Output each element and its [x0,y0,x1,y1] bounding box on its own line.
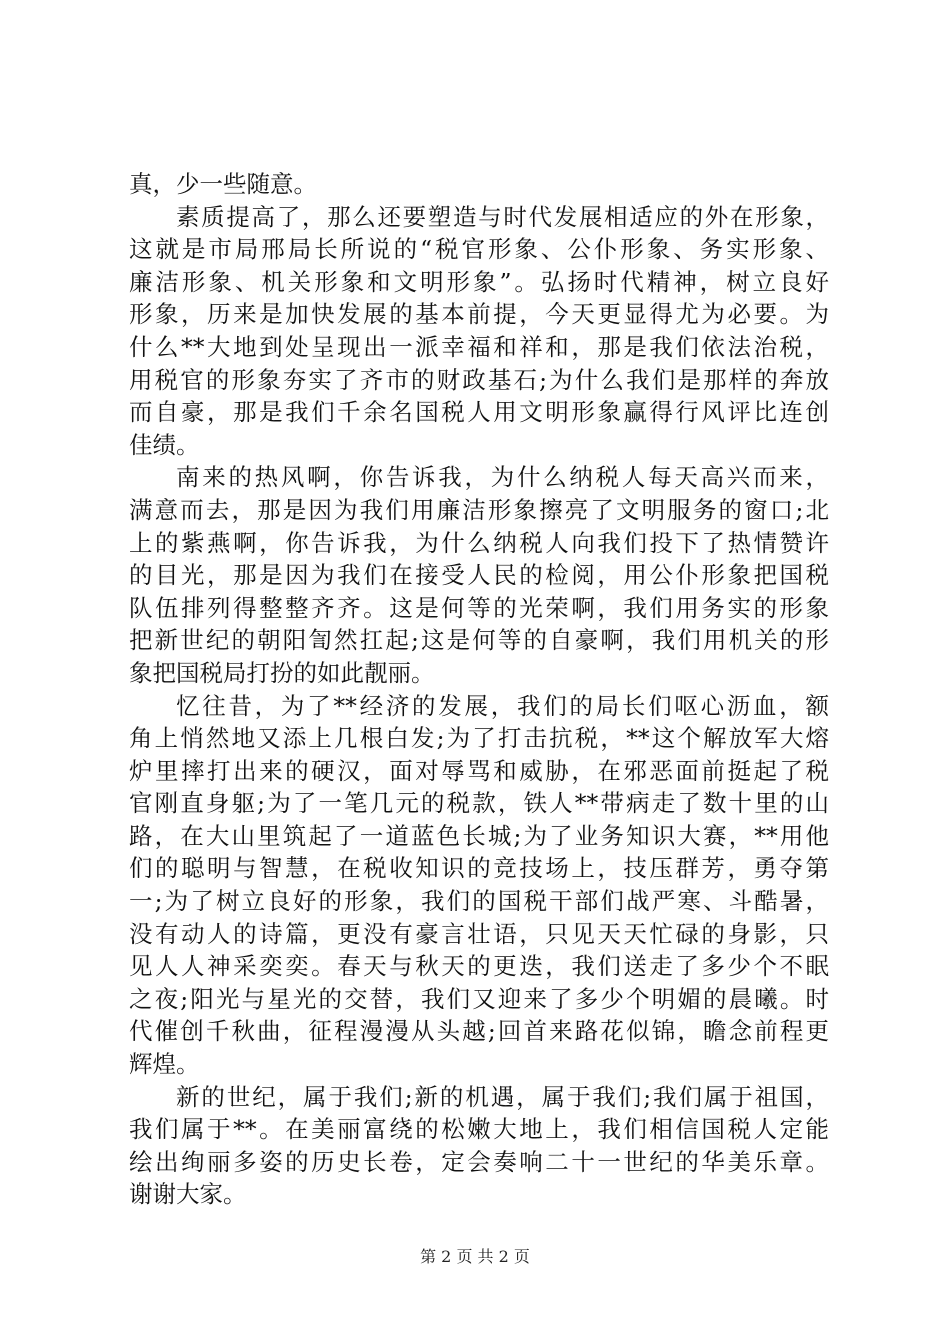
text-line: 炉里摔打出来的硬汉，面对辱骂和威胁，在邪恶面前挺起了税 [129,756,829,785]
text-line: 素质提高了，那么还要塑造与时代发展相适应的外在形象， [176,202,829,231]
text-line: 忆往昔，为了**经济的发展，我们的局长们呕心沥血，额 [176,691,829,720]
text-line: 形象，历来是加快发展的基本前提，今天更显得尤为必要。为 [129,300,829,329]
text-line: 新的世纪，属于我们;新的机遇，属于我们;我们属于祖国， [176,1082,829,1111]
text-line: 而自豪，那是我们千余名国税人用文明形象赢得行风评比连创 [129,398,829,427]
text-line: 辉煌。 [129,1050,200,1079]
text-line: 队伍排列得整整齐齐。这是何等的光荣啊，我们用务实的形象 [129,593,829,622]
text-line: 南来的热风啊，你告诉我，为什么纳税人每天高兴而来， [176,463,829,492]
text-line: 没有动人的诗篇，更没有豪言壮语，只见天天忙碌的身影，只 [129,919,829,948]
page-number-footer: 第 2 页 共 2 页 [420,1247,530,1266]
text-line: 见人人神采奕奕。春天与秋天的更迭，我们送走了多少个不眠 [129,952,829,981]
text-line: 角上悄然地又添上几根白发;为了打击抗税，**这个解放军大熔 [129,724,829,753]
text-line: 我们属于**。在美丽富绕的松嫩大地上，我们相信国税人定能 [129,1115,829,1144]
text-line: 路，在大山里筑起了一道蓝色长城;为了业务知识大赛，**用他 [129,821,829,850]
text-line: 一;为了树立良好的形象，我们的国税干部们战严寒、斗酷暑， [129,887,829,916]
text-line: 的目光，那是因为我们在接受人民的检阅，用公仆形象把国税 [129,561,829,590]
text-line: 之夜;阳光与星光的交替，我们又迎来了多少个明媚的晨曦。时 [129,984,829,1013]
text-line: 这就是市局邢局长所说的“税官形象、公仆形象、务实形象、 [129,235,829,264]
text-line: 谢谢大家。 [129,1180,247,1209]
paragraph [129,1081,829,1211]
text-line: 官刚直身躯;为了一笔几元的税款，铁人**带病走了数十里的山 [129,789,829,818]
paragraph [129,690,829,1081]
paragraph [129,461,829,689]
text-line: 佳绩。 [129,430,200,459]
text-line: 什么**大地到处呈现出一派幸福和祥和，那是我们依法治税， [129,332,829,361]
paragraph [129,168,829,201]
text-line: 用税官的形象夯实了齐市的财政基石;为什么我们是那样的奔放 [129,365,829,394]
text-line: 上的紫燕啊，你告诉我，为什么纳税人向我们投下了热情赞许 [129,528,829,557]
text-line: 满意而去，那是因为我们用廉洁形象擦亮了文明服务的窗口;北 [129,495,829,524]
text-line: 把新世纪的朝阳訇然扛起;这是何等的自豪啊，我们用机关的形 [129,626,829,655]
text-line: 们的聪明与智慧，在税收知识的竞技场上，技压群芳，勇夺第 [129,854,829,883]
speech-body [129,168,829,1211]
text-line: 代催创千秋曲，征程漫漫从头越;回首来路花似锦，瞻念前程更 [129,1017,829,1046]
paragraph [129,201,829,462]
text-line: 象把国税局打扮的如此靓丽。 [129,658,435,687]
text-line: 廉洁形象、机关形象和文明形象”。弘扬时代精神，树立良好 [129,267,829,296]
text-line: 绘出绚丽多姿的历史长卷，定会奏响二十一世纪的华美乐章。 [129,1147,829,1176]
text-line: 真，少一些随意。 [129,170,317,198]
